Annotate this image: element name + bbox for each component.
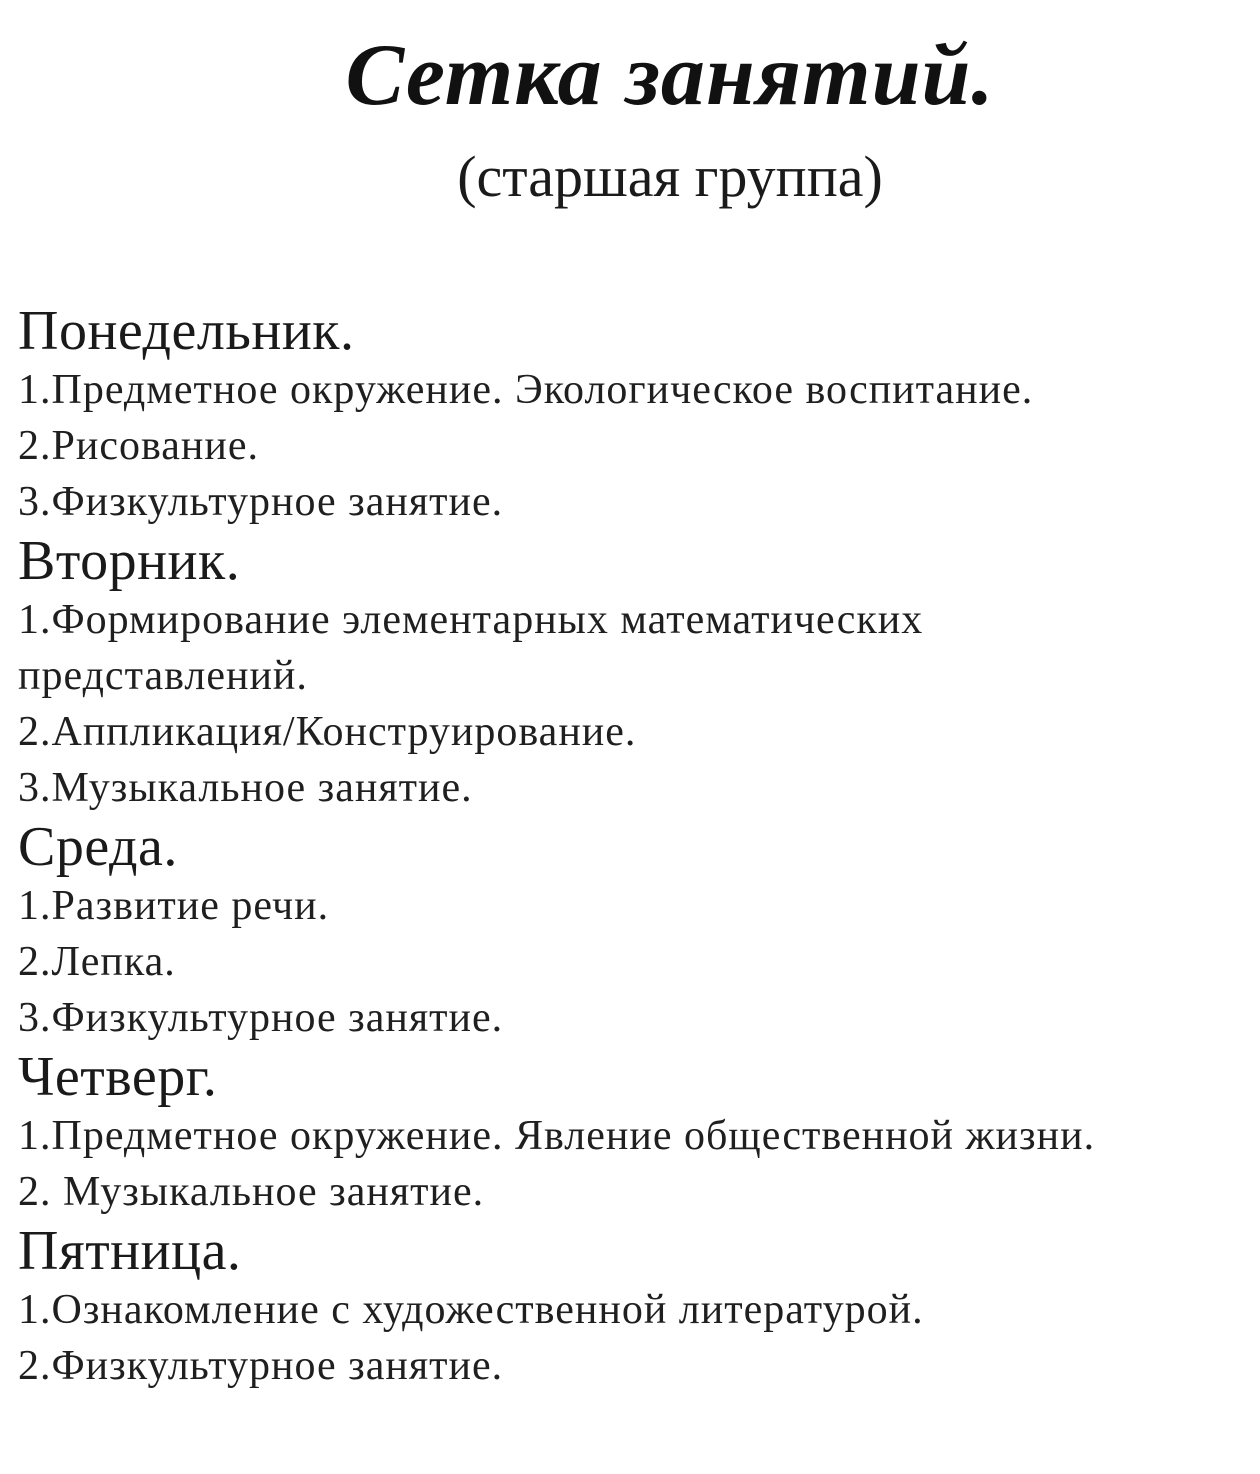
day-heading-tuesday: Вторник. [18, 530, 241, 592]
day-heading-thursday: Четверг. [18, 1046, 218, 1108]
day-heading-monday: Понедельник. [18, 300, 355, 362]
lesson-item: 1.Предметное окружение. Экологическое воспитание. [18, 367, 1034, 413]
lesson-item: 3.Музыкальное занятие. [18, 765, 473, 811]
day-heading-wednesday: Среда. [18, 816, 178, 878]
lesson-item: 3.Физкультурное занятие. [18, 995, 504, 1041]
lesson-item: 2.Рисование. [18, 423, 259, 469]
lesson-item: 2. Музыкальное занятие. [18, 1169, 485, 1215]
lesson-item: 1.Развитие речи. [18, 883, 330, 929]
lesson-item: 3.Физкультурное занятие. [18, 479, 504, 525]
lesson-item: 1.Ознакомление с художественной литературой. [18, 1287, 924, 1333]
lesson-item: 2.Физкультурное занятие. [18, 1343, 504, 1389]
day-heading-friday: Пятница. [18, 1220, 242, 1282]
page-title: Сетка занятий. [345, 27, 995, 124]
lesson-item: 2.Лепка. [18, 939, 176, 985]
lesson-item: 2.Аппликация/Конструирование. [18, 709, 637, 755]
lesson-item: 1.Формирование элементарных математических представлений. [18, 597, 924, 699]
page-subtitle: (старшая группа) [457, 144, 883, 209]
lesson-item: 1.Предметное окружение. Явление общественной жизни. [18, 1113, 1096, 1159]
schedule [18, 300, 1258, 1394]
